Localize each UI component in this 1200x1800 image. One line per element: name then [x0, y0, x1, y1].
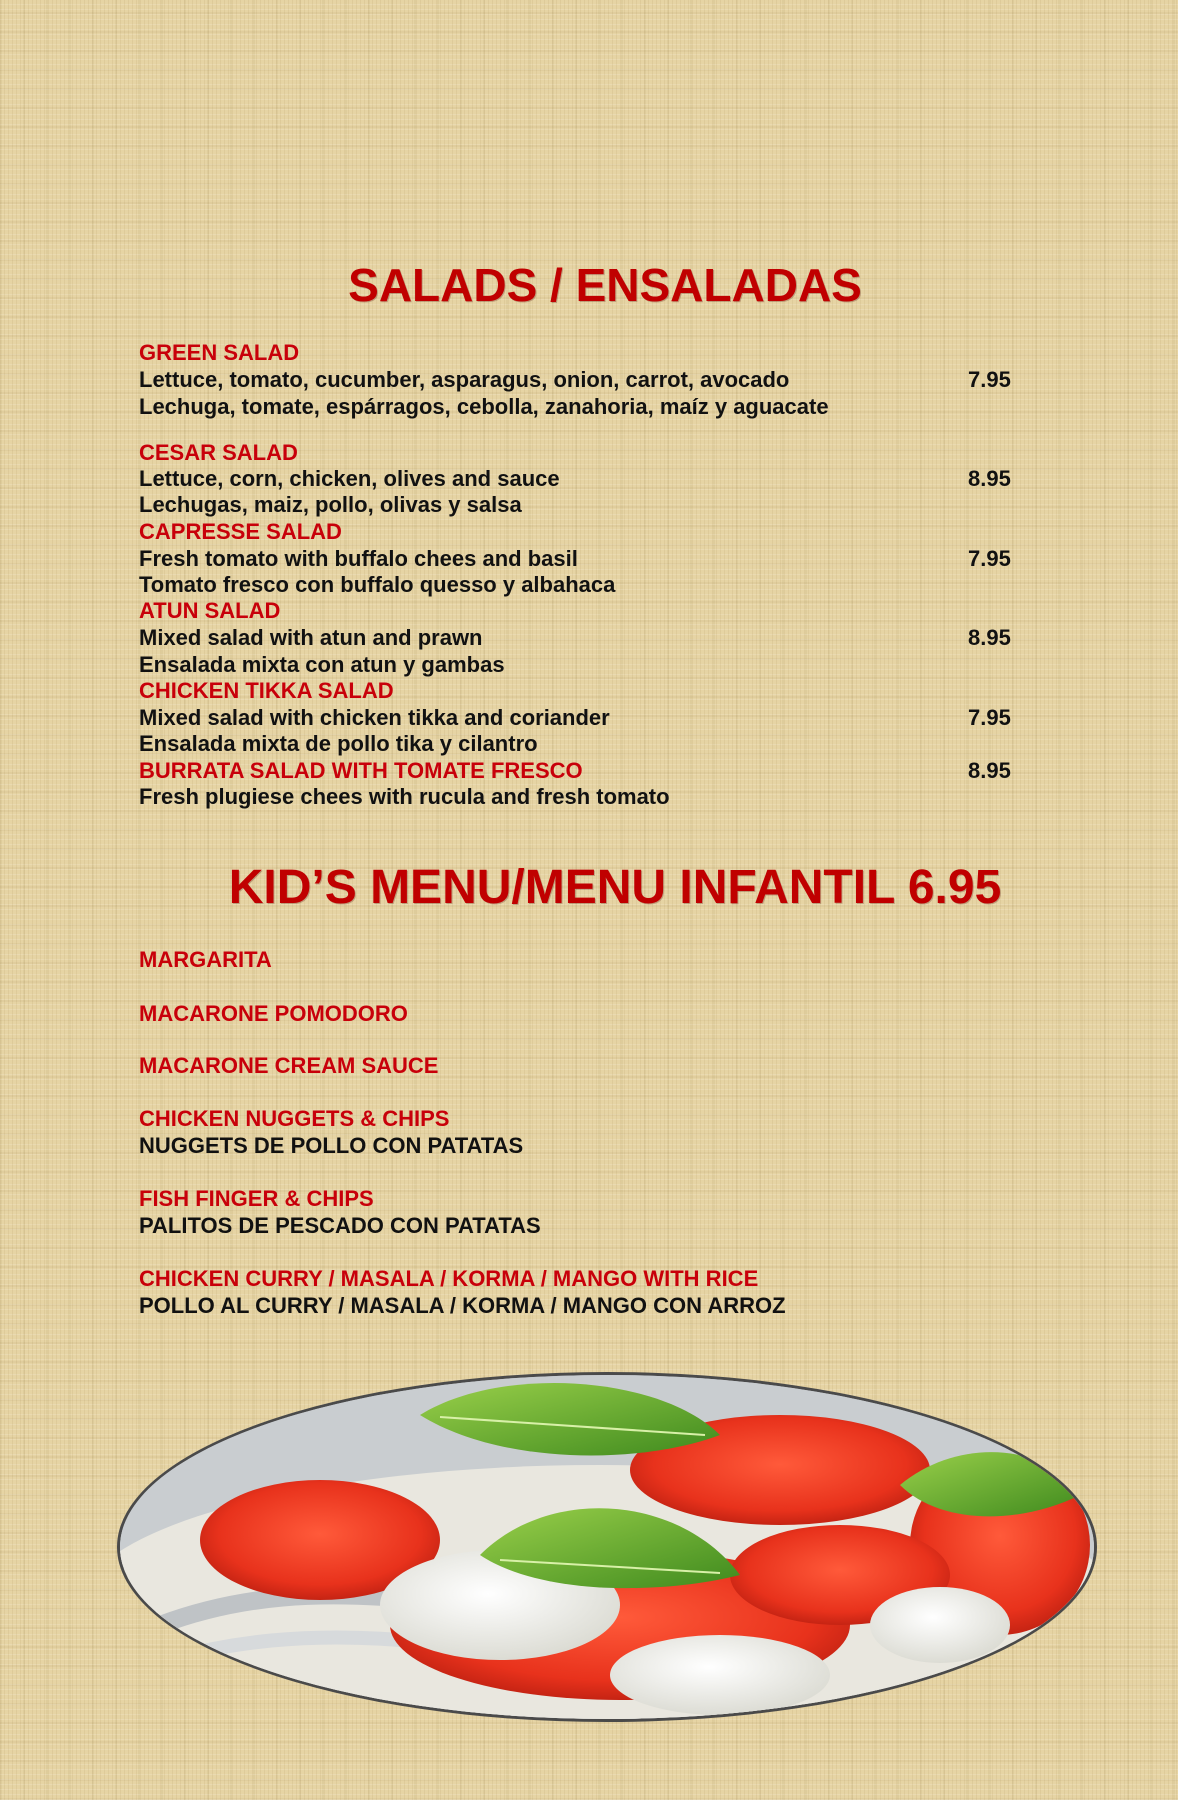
caprese-salad-photo: [117, 1372, 1097, 1722]
menu-item-desc-es: Lechuga, tomate, espárragos, cebolla, zanahoria, maíz y aguacate: [139, 394, 829, 419]
kids-item-name: CHICKEN CURRY / MASALA / KORMA / MANGO WITH RICE: [139, 1266, 759, 1291]
kids-item-desc-es: NUGGETS DE POLLO CON PATATAS: [139, 1133, 524, 1158]
menu-item-desc-en: Lettuce, corn, chicken, olives and sauce: [139, 466, 560, 491]
menu-item-price: 7.95: [968, 367, 1011, 392]
kids-item-name: CHICKEN NUGGETS & CHIPS: [139, 1106, 450, 1131]
kids-item-name: MACARONE CREAM SAUCE: [139, 1053, 439, 1078]
menu-item-price: 7.95: [968, 546, 1011, 571]
menu-item-name: GREEN SALAD: [139, 340, 300, 365]
menu-item-desc-en: Fresh tomato with buffalo chees and basil: [139, 546, 578, 571]
menu-item-desc-en: Lettuce, tomato, cucumber, asparagus, onion, carrot, avocado: [139, 367, 790, 392]
kids-item-name: MARGARITA: [139, 947, 272, 972]
kids-item-desc-es: PALITOS DE PESCADO CON PATATAS: [139, 1213, 541, 1238]
menu-item-name: CAPRESSE SALAD: [139, 519, 342, 544]
menu-item-desc-en: Mixed salad with atun and prawn: [139, 625, 483, 650]
salad-illustration-icon: [120, 1375, 1094, 1719]
menu-item-name: ATUN SALAD: [139, 598, 281, 623]
menu-item-name: CHICKEN TIKKA SALAD: [139, 678, 394, 703]
menu-item-name: CESAR SALAD: [139, 440, 298, 465]
menu-item-price: 8.95: [968, 466, 1011, 491]
menu-item-price: 7.95: [968, 705, 1011, 730]
menu-item-desc-es: Ensalada mixta de pollo tika y cilantro: [139, 731, 538, 756]
kids-item-desc-es: POLLO AL CURRY / MASALA / KORMA / MANGO CON ARROZ: [139, 1293, 786, 1318]
kids-item-name: MACARONE POMODORO: [139, 1001, 408, 1026]
menu-item-price: 8.95: [968, 758, 1011, 783]
salads-heading: SALADS / ENSALADAS: [348, 259, 862, 311]
menu-item-name: BURRATA SALAD WITH TOMATE FRESCO: [139, 758, 583, 783]
kids-item-name: FISH FINGER & CHIPS: [139, 1186, 374, 1211]
menu-item-desc-es: Lechugas, maiz, pollo, olivas y salsa: [139, 492, 522, 517]
menu-item-price: 8.95: [968, 625, 1011, 650]
menu-item-desc-en: Fresh plugiese chees with rucula and fresh tomato: [139, 784, 670, 809]
menu-item-desc-es: Tomato fresco con buffalo quesso y albahaca: [139, 572, 616, 597]
kids-menu-heading: KID’S MENU/MENU INFANTIL 6.95: [228, 861, 1002, 914]
menu-item-desc-en: Mixed salad with chicken tikka and coriander: [139, 705, 610, 730]
menu-item-desc-es: Ensalada mixta con atun y gambas: [139, 652, 505, 677]
